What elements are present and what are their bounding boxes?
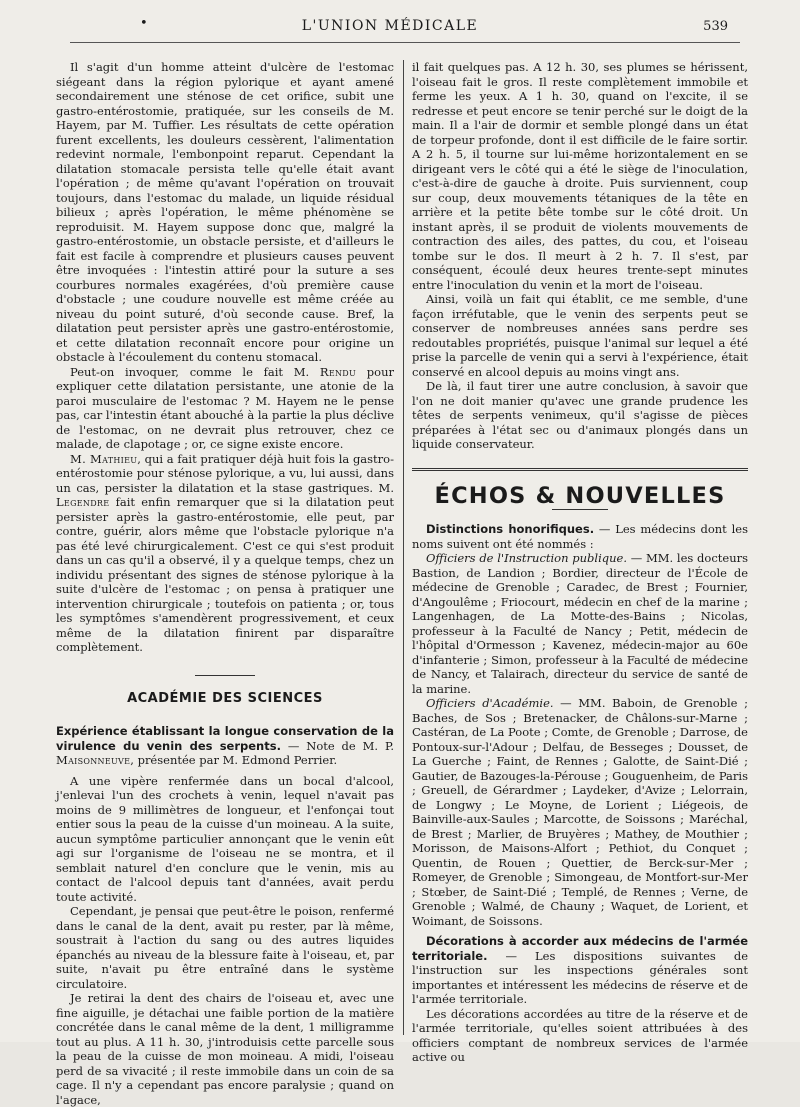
author-name: M. Mathieu xyxy=(70,451,138,466)
paragraph: M. Mathieu, qui a fait pratiquer déjà huit fois la gastro-entérostomie pour sténose pylorique, a vu, lui aussi, dans un cas, persister la dilatation et la stase gastriques. M. Legendre fait enfin remarquer que si la dilatation peut persister après la gastro-entérostomie, elle peut, par contre, guérir, alors même que l'obstacle pylorique n'a pas été levé chirurgicalement. C'est ce qui s'est produit dans un cas qu'il a observé, il y a quelque temps, chez un individu présentant des signes de sténose pylorique à la suite d'ulcère de l'estomac ; on pensa à pratiquer une intervention chirurgicale ; toutefois on patienta ; or, tous les symptômes s'amendèrent progressivement, et ceux même de la dilatation finirent par disparaître complètement. xyxy=(56,451,394,654)
subsection-title: Décorations à accorder aux médecins de l'armée territoriale. xyxy=(412,934,748,963)
section-heading: ACADÉMIE DES SCIENCES xyxy=(127,690,323,706)
column-divider xyxy=(403,60,404,1035)
page-header xyxy=(40,18,740,44)
right-column xyxy=(412,60,749,1064)
paragraph: De là, il faut tirer une autre conclusion, à savoir que l'on ne doit manier qu'avec une grande prudence les têtes de serpents venimeux, qu'il s'agisse de pièces préparées à l'état sec ou d'animaux plongés dans un liquide conservateur. xyxy=(412,379,748,451)
author-name: Rendu xyxy=(319,364,357,379)
paragraph: Décorations à accorder aux médecins de l'armée territoriale. — Les dispositions suivantes de l'instruction sur les inspections générales sont importantes et intéressent les médecins de réserve et de l'armée territoriale. xyxy=(412,934,748,1006)
subsection-title: Officiers d'Académie. xyxy=(426,696,554,710)
header-rule xyxy=(70,42,740,43)
paragraph: A une vipère renfermée dans un bocal d'alcool, j'enlevai l'un des crochets à venin, lequel n'avait pas moins de 9 millimètres de longueur, et l'enfonçai tout entier sous la peau de la cuisse d'un moineau. A la suite, aucun symptôme particulier annonçant que le venin eût agi sur l'organisme de l'oiseau ne se montra, et il semblait naturel d'en conclure que le venin, mis au contact de l'alcool depuis tant d'années, avait perdu toute activité. xyxy=(56,773,394,904)
author-name: Maisonneuve xyxy=(56,753,131,767)
header-dot: • xyxy=(140,16,148,31)
section-heading-large: ÉCHOS & NOUVELLES xyxy=(434,482,726,509)
title-underline xyxy=(552,509,608,510)
paragraph: Il s'agit d'un homme atteint d'ulcère de l'estomac siégeant dans la région pylorique et ayant amené secondairement une sténose de cet orifice, subit une gastro-entérostomie, pratiquée, sur les conseils de M. Hayem, par M. Tuffier. Les résultats de cette opération furent excellents, les douleurs cessèrent, l'alimentation redevint normale, l'embonpoint reparut. Cependant la dilatation stomacale persista telle qu'elle était avant l'opération ; de même qu'avant l'opération on trouvait toujours, dans l'estomac du malade, un liquide résidual bilieux ; après l'opération, le même phénomène se reproduisit. M. Hayem suppose donc que, malgré la gastro-entérostomie, un obstacle persiste, et d'ailleurs le fait est facile à comprendre et plusieurs causes peuvent être invoquées : l'intestin attiré pour la suture a ses courbures normales exagérées, d'où première cause d'obstacle ; une coudure nouvelle est même créée au niveau du point suturé, d'où seconde cause. Bref, la dilatation peut persister après une gastro-entérostomie, et cette dilatation reconnaît encore pour origine un obstacle à l'écoulement du contenu stomacal. xyxy=(56,60,394,364)
page-number: 539 xyxy=(703,19,728,34)
double-rule xyxy=(412,468,748,471)
running-title: L'UNION MÉDICALE xyxy=(301,18,479,34)
paragraph: Je retirai la dent des chairs de l'oiseau et, avec une fine aiguille, je détachai une faible portion de la matière concrétée dans le canal même de la dent, 1 milligramme tout au plus. A 11 h. 30, j'introduisis cette parcelle sous la peau de la cuisse de mon moineau. A midi, l'oiseau perd de sa vivacité ; il reste immobile dans un coin de sa cage. Il n'y a cependant pas encore paralysie ; quand on l'agace, xyxy=(56,991,394,1107)
paragraph: Distinctions honorifiques. — Les médecins dont les noms suivent ont été nommés : xyxy=(412,522,748,551)
paragraph: Officiers d'Académie. — MM. Baboin, de Grenoble ; Baches, de Sos ; Bretenacker, de Châlons-sur-Marne ; Castéran, de La Poote ; Comte, de Grenoble ; Darrose, de Pontoux-sur-l'Adour ; Delfau, de Besseges ; Dousset, de La Guerche ; Faint, de Rennes ; Galotte, de Saint-Dié ; Gautier, de Bazouges-la-Pérouse ; Gouguenheim, de Paris ; Greuell, de Gérardmer ; Laydeker, d'Avize ; Lelorrain, de Longwy ; Le Moyne, de Lorient ; Liégeois, de Bainville-aux-Saules ; Marcotte, de Soissons ; Maréchal, de Brest ; Marlier, de Bruyères ; Mathey, de Mouthier ; Morisson, de Maisons-Alfort ; Pethiot, du Conquet ; Quentin, de Rouen ; Quettier, de Berck-sur-Mer ; Romeyer, de Grenoble ; Simongeau, de Montfort-sur-Mer ; Stœber, de Saint-Dié ; Templé, de Rennes ; Verne, de Grenoble ; Walmé, de Chauny ; Waquet, de Lorient, et Woimant, de Soissons. xyxy=(412,696,748,928)
section-rule xyxy=(195,675,255,676)
paragraph: Les décorations accordées au titre de la réserve et de l'armée territoriale, qu'elles soient attribuées à des officiers comptant de nombreux services de l'armée active ou xyxy=(412,1006,748,1064)
left-column xyxy=(56,60,395,1107)
subsection-title: Distinctions honorifiques. xyxy=(426,522,595,536)
author-name: Legendre xyxy=(56,495,110,509)
paragraph: il fait quelques pas. A 12 h. 30, ses plumes se hérissent, l'oiseau fait le gros. Il reste complètement immobile et ferme les yeux. A 1 h. 30, quand on l'excite, il se redresse et peut encore se tenir perché sur le doigt de la main. Il a l'air de dormir et semble plongé dans un état de torpeur profonde, dont il est difficile de le faire sortir. A 2 h. 5, il tourne sur lui-même horizontalement en se dirigeant vers le côté qui a été le siège de l'inoculation, c'est-à-dire de gauche à droite. Puis surviennent, coup sur coup, deux mouvements tétaniques de la tête en arrière et la petite bête tombe sur le côté droit. Un instant après, il se produit de violents mouvements de contraction des ailes, des pattes, du cou, et l'oiseau tombe sur le dos. Il meurt à 2 h. 7. Il s'est, par conséquent, écoulé deux heures trente-sept minutes entre l'inoculation du venin et la mort de l'oiseau. xyxy=(412,60,748,292)
paragraph: Ainsi, voilà un fait qui établit, ce me semble, d'une façon irréfutable, que le venin des serpents peut se conserver de nombreuses années sans perdre ses redoutables propriétés, puisque l'animal sur lequel a été prise la parcelle de venin qui a servi à l'expérience, était conservé en alcool depuis au moins vingt ans. xyxy=(412,292,748,379)
article-heading: Expérience établissant la longue conservation de la virulence du venin des serpents. — Note de M. P. Maisonneuve, présentée par M. Edmond Perrier. xyxy=(56,724,395,767)
article-title: Expérience établissant la longue conservation de la virulence du venin des serpents. xyxy=(56,724,394,753)
paragraph: Peut-on invoquer, comme le fait M. Rendu pour expliquer cette dilatation persistante, une atonie de la paroi musculaire de l'estomac ? M. Hayem ne le pense pas, car l'intestin étant abouché à la partie la plus déclive de l'estomac, on ne devrait plus retrouver, chez ce malade, de clapotage ; or, ce signe existe encore. xyxy=(56,364,394,451)
subsection-title: Officiers de l'Instruction publique. xyxy=(426,551,627,565)
paragraph: Officiers de l'Instruction publique. — MM. les docteurs Bastion, de Landion ; Bordier, directeur de l'École de médecine de Grenoble ; Caradec, de Brest ; Fournier, d'Angoulême ; Friocourt, médecin en chef de la marine ; Langenhagen, de La Motte-des-Bains ; Nicolas, professeur à la Faculté de Nancy ; Petit, médecin de l'hôpital d'Ormesson ; Kavenez, médecin-major au 60e d'infanterie ; Simon, professeur à la Faculté de médecine de Nancy, et Talairach, directeur du service de santé de la marine. xyxy=(412,551,749,696)
paragraph: Cependant, je pensai que peut-être le poison, renfermé dans le canal de la dent, avait pu rester, par là même, soustrait à l'action du sang ou des autres liquides épanchés au niveau de la blessure faite à l'oiseau, et, par suite, n'avait pu être entraîné dans le système circulatoire. xyxy=(56,904,394,991)
